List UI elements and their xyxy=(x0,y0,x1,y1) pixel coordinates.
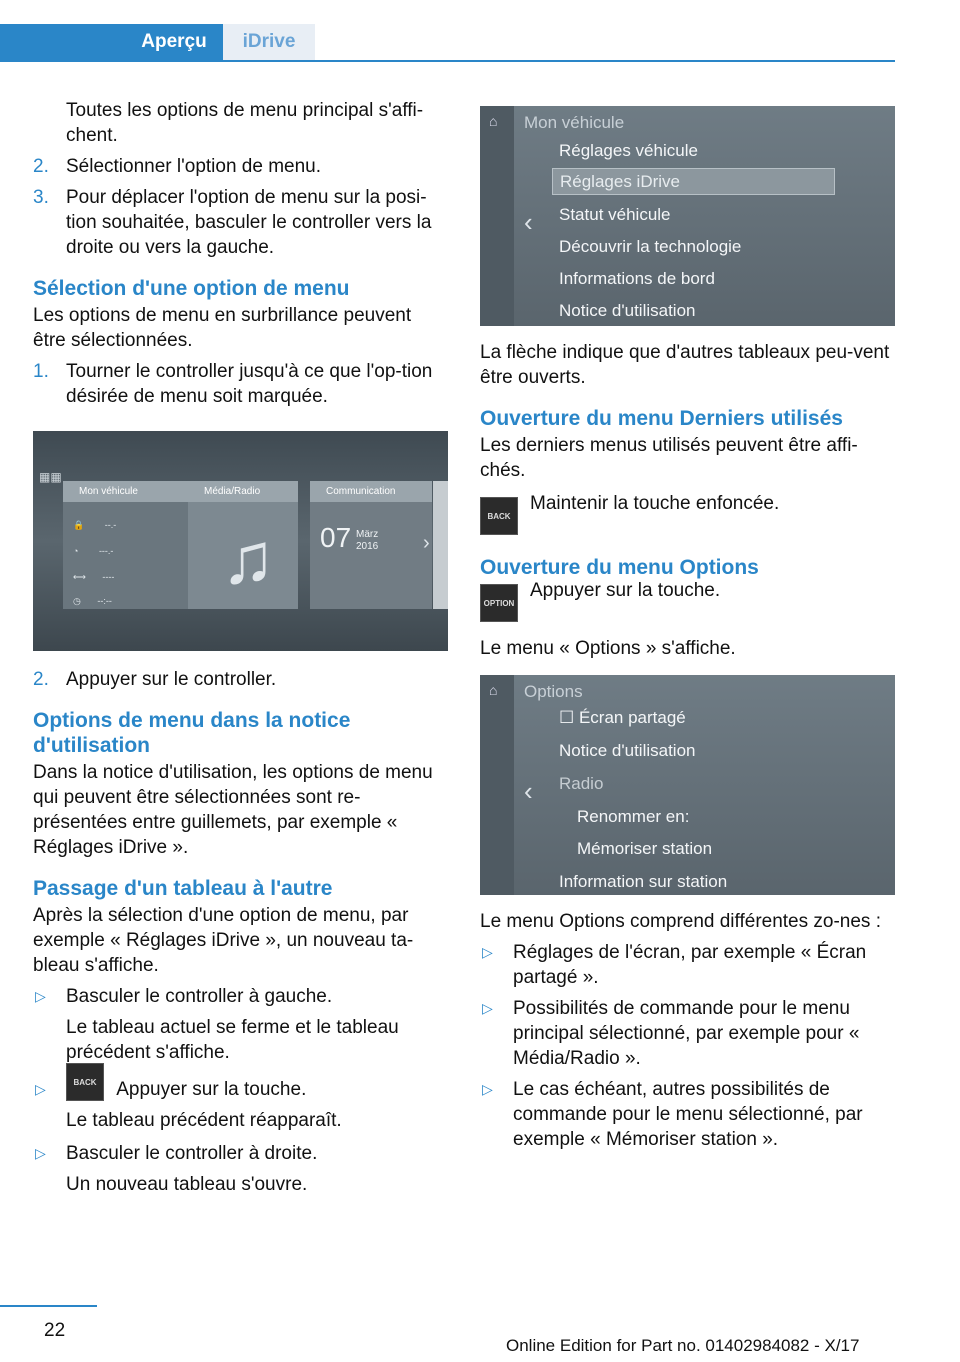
bullet-text: Basculer le controller à gauche. xyxy=(66,986,333,1007)
step-text: Appuyer sur le controller. xyxy=(66,669,277,690)
key-option-row xyxy=(480,580,895,622)
step-text: Pour déplacer l'option de menu sur la posi-tion souhaitée, basculer le controller vers la droite ou vers la gauche. xyxy=(66,187,432,258)
menu-section-label: Radio xyxy=(559,774,604,793)
bullet-text: Basculer le controller à droite. xyxy=(66,1143,318,1164)
para-recent: Les derniers menus utilisés peuvent être affi-chés. xyxy=(480,435,858,481)
tiles-icon: ▦▦ xyxy=(39,470,62,484)
step-3 xyxy=(33,185,448,260)
step-b1 xyxy=(33,359,448,409)
para-passage: Après la sélection d'une option de menu, par exemple « Réglages iDrive », un nouveau ta-bleau s'affiche. xyxy=(33,905,414,976)
page-number: 22 xyxy=(44,1320,66,1341)
tile-row: --.- xyxy=(104,520,117,530)
menu-item[interactable]: Découvrir la technologie xyxy=(559,237,742,256)
bullet-r3 xyxy=(480,1077,895,1152)
step-2 xyxy=(33,154,448,179)
step-b2 xyxy=(33,667,448,692)
para-selection: Les options de menu en surbrillance peuvent être sélectionnées. xyxy=(33,305,412,351)
tile-title: Mon véhicule xyxy=(63,481,213,502)
hold-text: Maintenir la touche enfoncée. xyxy=(530,493,780,514)
screen-sidebar xyxy=(480,106,514,326)
menu-item[interactable]: Mémoriser station xyxy=(577,839,713,858)
bullet-text: Réglages de l'écran, par exemple « Écran partagé ». xyxy=(513,942,867,988)
chevron-left-icon[interactable]: ‹ xyxy=(524,776,533,806)
tab-idrive[interactable]: iDrive xyxy=(223,24,315,60)
triangle-icon: ▷ xyxy=(35,988,46,1004)
option-key-icon: OPTION xyxy=(480,584,518,622)
bullet-sub: Le tableau actuel se ferme et le tableau précédent s'affiche. xyxy=(66,1017,399,1063)
heading-selection: Sélection d'une option de menu xyxy=(33,277,350,300)
bullet-r2 xyxy=(480,996,895,1071)
chapter-tabs xyxy=(0,0,895,62)
date-month: März xyxy=(356,529,379,540)
para-arrow: La flèche indique que d'autres tableaux peu-vent être ouverts. xyxy=(480,342,890,388)
triangle-icon: ▷ xyxy=(35,1145,46,1161)
triangle-icon: ▷ xyxy=(482,944,493,960)
tab-apercu[interactable]: Aperçu xyxy=(125,24,223,60)
main-menu-screenshot xyxy=(33,431,448,651)
step-number: 3. xyxy=(33,187,49,208)
intro-text: Toutes les options de menu principal s'affi-chent. xyxy=(66,100,424,146)
bullet-3 xyxy=(33,1141,448,1166)
menu-item[interactable]: Informations de bord xyxy=(559,269,715,288)
tab-blank xyxy=(0,24,125,60)
tile-title: Média/Radio xyxy=(188,481,298,502)
bullet-sub: Le tableau précédent réapparaît. xyxy=(66,1110,342,1131)
menu-item[interactable]: Réglages véhicule xyxy=(559,141,698,160)
back-key-icon: BACK xyxy=(480,497,518,535)
triangle-icon: ▷ xyxy=(35,1081,46,1097)
tile-next[interactable] xyxy=(433,481,448,609)
screen-mon-vehicule xyxy=(480,106,895,326)
chevron-left-icon[interactable]: ‹ xyxy=(524,207,533,237)
heading-options: Ouverture du menu Options xyxy=(480,556,759,579)
press-text: Appuyer sur la touche. xyxy=(530,580,721,601)
step-number: 1. xyxy=(33,361,49,382)
para-notice: Dans la notice d'utilisation, les options de menu qui peuvent être sélectionnées sont re-présentées entre guillemets, par exemple « Réglages iDrive ». xyxy=(33,762,433,858)
music-note-icon: ♫ xyxy=(221,519,275,599)
home-icon[interactable]: ⌂ xyxy=(489,113,498,129)
tile-row: --:-- xyxy=(97,596,112,606)
tile-title: Communication xyxy=(310,481,432,502)
heading-passage: Passage d'un tableau à l'autre xyxy=(33,877,333,900)
bullet-text: Appuyer sur la touche. xyxy=(116,1079,307,1100)
menu-item[interactable]: ☐ Écran partagé xyxy=(559,708,686,727)
tile-row: ---- xyxy=(102,572,115,582)
tile-row: ---.- xyxy=(98,546,114,556)
chevron-right-icon[interactable]: › xyxy=(423,532,430,554)
menu-item[interactable]: Information sur station xyxy=(559,872,728,891)
home-icon[interactable]: ⌂ xyxy=(489,682,498,698)
key-back-row xyxy=(480,493,895,535)
date-month-year xyxy=(356,529,378,553)
range-icon: ⟷ ---- xyxy=(73,572,115,582)
footer-divider xyxy=(0,1305,97,1307)
step-text: Sélectionner l'option de menu. xyxy=(66,156,322,177)
bullet-text: Le cas échéant, autres possibilités de commande pour le menu sélectionné, par exemple « Mémoriser station ». xyxy=(513,1079,863,1150)
step-number: 2. xyxy=(33,669,49,690)
heading-recent: Ouverture du menu Derniers utilisés xyxy=(480,407,843,430)
screen-sidebar xyxy=(480,675,514,895)
screen-title: Options xyxy=(524,682,583,701)
menu-item-selected[interactable]: Réglages iDrive xyxy=(552,168,835,195)
tile-media-radio[interactable] xyxy=(188,481,298,609)
menu-item[interactable]: Notice d'utilisation xyxy=(559,301,696,320)
triangle-icon: ▷ xyxy=(482,1000,493,1016)
bullet-content xyxy=(66,1077,448,1102)
menu-item[interactable]: Statut véhicule xyxy=(559,205,671,224)
menu-item[interactable]: Renommer en: xyxy=(577,807,690,826)
gauge-icon: ◔ ---.- xyxy=(73,546,114,556)
right-column xyxy=(480,106,895,1158)
edition-text: Online Edition for Part no. 01402984082 - X/17 xyxy=(506,1336,860,1355)
para-shown: Le menu « Options » s'affiche. xyxy=(480,638,736,659)
step-number: 2. xyxy=(33,156,49,177)
para-zones: Le menu Options comprend différentes zo-nes : xyxy=(480,911,881,932)
heading-notice: Options de menu dans la notice d'utilisation xyxy=(33,709,351,757)
date-day: 07 xyxy=(320,522,352,553)
tile-communication[interactable] xyxy=(310,481,432,609)
date-year: 2016 xyxy=(356,541,379,552)
bullet-r1 xyxy=(480,940,895,990)
menu-item[interactable]: Notice d'utilisation xyxy=(559,741,696,760)
left-column xyxy=(33,98,448,1205)
bullet-sub: Un nouveau tableau s'ouvre. xyxy=(66,1174,308,1195)
bullet-1 xyxy=(33,984,448,1009)
bullet-2 xyxy=(33,1077,448,1102)
screen-options xyxy=(480,675,895,895)
back-key-icon: BACK xyxy=(66,1063,104,1101)
bullet-text: Possibilités de commande pour le menu principal sélectionné, par exemple pour « Média/Radio ». xyxy=(513,998,860,1069)
lock-icon: 🔒 --.- xyxy=(73,520,117,530)
screen-title: Mon véhicule xyxy=(524,113,625,132)
step-text: Tourner le controller jusqu'à ce que l'op-tion désirée de menu soit marquée. xyxy=(66,361,433,407)
triangle-icon: ▷ xyxy=(482,1081,493,1097)
clock-icon: ◷ --:-- xyxy=(73,596,112,606)
